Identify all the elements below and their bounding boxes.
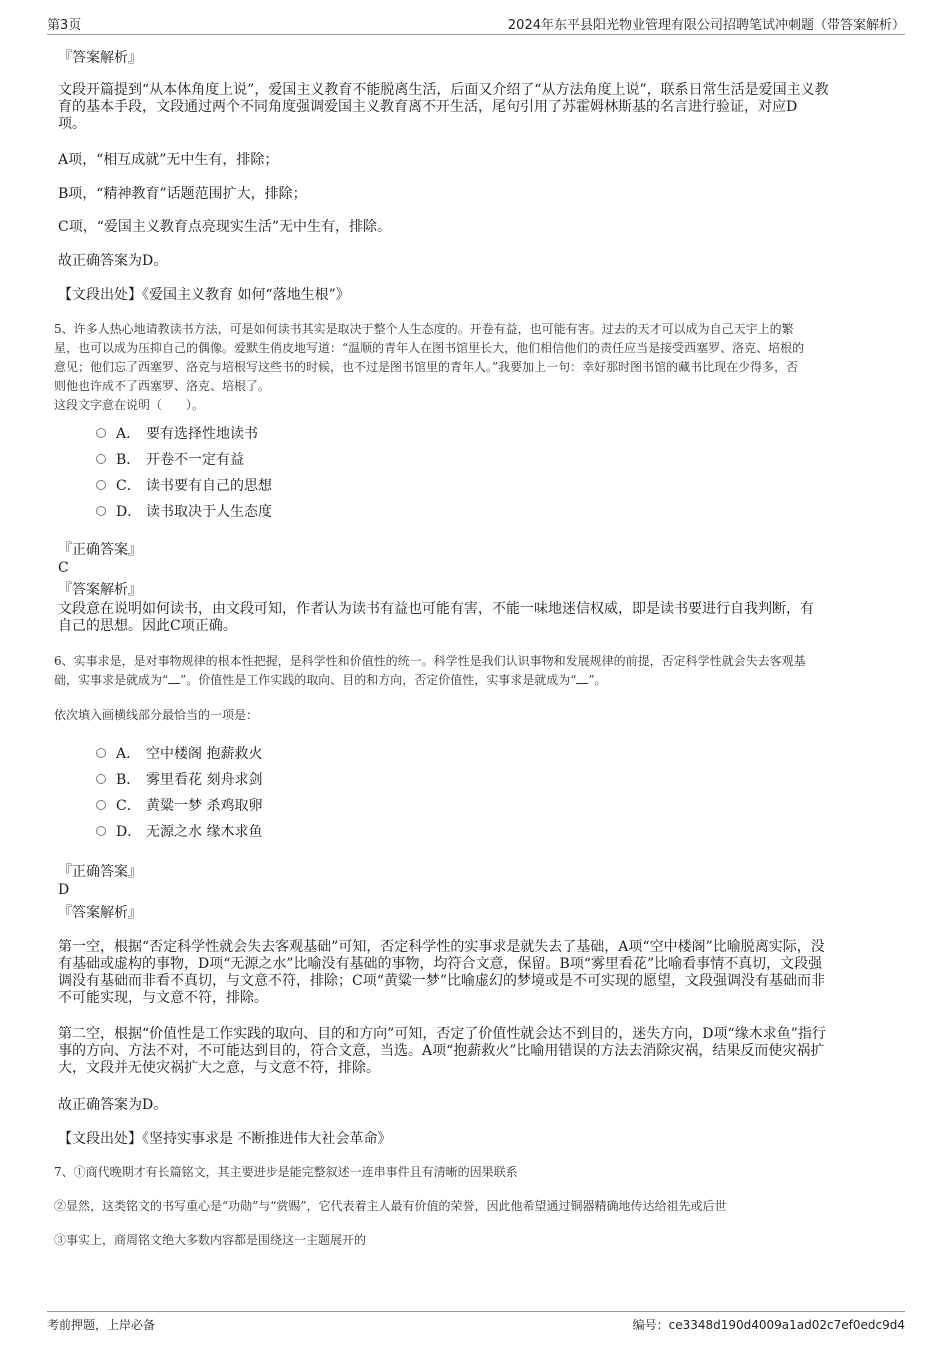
q6-analysis-para1 [58,939,893,1007]
q5-stem-line: 5、许多人热心地请教读书方法，可是如何读书其实是取决于整个人生态度的。开卷有益，也可能有害。过去的天才可以成为自己天宇上的繁 [54,322,794,336]
q6-analysis-line: 第一空，根据“否定科学性就会失去客观基础”可知，否定科学性的实事求是就失去了基础，A项“空中楼阁”比喻脱离实际，没 [58,939,825,955]
q6-stem-line: 础，实事求是就成为“ ”。价值性是工作实践的取向、目的和方向，否定价值性，实事求是就成为“ ”。 [54,673,607,687]
q6-instruction: 依次填入画横线部分最恰当的一项是： [54,708,259,722]
q4-analysis-line: 育的基本手段，文段通过两个不同角度强调爱国主义教育离不开生活，尾句引用了苏霍姆林斯基的名言进行验证，对应D [58,99,798,115]
q7-sentence-1: 7、①商代晚期才有长篇铭文，其主要进步是能完整叙述一连串事件且有清晰的因果联系 [54,1165,518,1179]
q6-analysis-para2 [58,1026,893,1077]
q6-option-a[interactable]: A． 空中楼阁 抱薪救火 [96,743,262,763]
q5-analysis-line: 自己的思想。因此C项正确。 [58,618,237,634]
radio-button[interactable] [96,454,106,464]
radio-button[interactable] [96,480,106,490]
page-footer [47,1311,905,1332]
q6-conclusion: 故正确答案为D。 [58,1097,168,1113]
document-id: 编号：ce3348d190d4009a1ad02c7ef0edc9d4 [632,1318,905,1332]
radio-button[interactable] [96,800,106,810]
radio-button[interactable] [96,774,106,784]
q6-analysis-line: 调没有基础而非看不真切，与文意不符，排除；C项“黄粱一梦”比喻虚幻的梦境或是不可实现的愿望，文段强调没有基础而非 [58,973,826,989]
q6-stem-line: 6、实事求是，是对事物规律的根本性把握，是科学性和价值性的统一。科学性是我们认识事物和发展规律的前提，否定科学性就会失去客观基 [54,654,806,668]
q6-analysis-line: 第二空，根据“价值性是工作实践的取向、目的和方向”可知，否定了价值性就会达不到目的，迷失方向，D项“缘木求鱼”指行 [58,1026,826,1042]
q5-stem-line: 意见；他们忘了西塞罗、洛克与培根写这些书的时候，也不过是图书馆里的青年人。”我要加上一句：幸好那时图书馆的藏书比现在少得多，否 [54,360,799,374]
q4-analysis-label: 『答案解析』 [58,50,142,66]
q5-option-b[interactable]: B． 开卷不一定有益 [96,449,244,469]
q5-correct-label: 『正确答案』 [58,542,142,558]
q5-option-d[interactable]: D． 读书取决于人生态度 [96,501,272,521]
q6-analysis-line: 事的方向、方法不对，不可能达到目的，符合文意，当选。A项“抱薪救火”比喻用错误的方法去消除灾祸，结果反而使灾祸扩 [58,1043,825,1059]
radio-button[interactable] [96,506,106,516]
q6-stem [54,652,894,690]
q5-option-c[interactable]: C． 读书要有自己的思想 [96,475,272,495]
page-number: 第3页 [47,18,82,33]
q6-source: 【文段出处】《坚持实事求是 不断推进伟大社会革命》 [58,1131,392,1147]
q4-conclusion: 故正确答案为D。 [58,253,168,269]
q4-analysis-line: 项。 [58,116,86,132]
document-title: 2024年东平县阳光物业管理有限公司招聘笔试冲刺题（带答案解析） [507,18,905,33]
blank-1 [168,683,180,684]
page-header [47,12,905,35]
radio-button[interactable] [96,826,106,836]
q4-option-b-note: B项，“精神教育”话题范围扩大，排除； [58,186,307,202]
q7-sentence-2: ②显然，这类铭文的书写重心是“功勋”与“赏赐”，它代表着主人最有价值的荣誉，因此他希望通过铜器精确地传达给祖先或后世 [54,1199,727,1213]
q6-option-c[interactable]: C． 黄粱一梦 杀鸡取卵 [96,795,262,815]
q4-source: 【文段出处】《爱国主义教育 如何“落地生根”》 [58,287,350,303]
q5-stem-line: 星，也可以成为压抑自己的偶像。爱默生俏皮地写道：“温顺的青年人在图书馆里长大，他们相信他们的责任应当是接受西塞罗、洛克、培根的 [54,341,805,355]
q4-option-c-note: C项，“爱国主义教育点亮现实生活”无中生有，排除。 [58,219,392,235]
blank-2 [576,683,588,684]
q4-analysis [58,82,893,133]
q5-stem [54,320,894,415]
q5-analysis [58,601,893,635]
footer-slogan: 考前押题，上岸必备 [47,1318,156,1332]
q5-analysis-label: 『答案解析』 [58,582,142,598]
radio-button[interactable] [96,748,106,758]
q5-stem-line: 这段文字意在说明（ ）。 [54,398,205,412]
q5-answer: C [58,560,69,576]
q5-stem-line: 则他也许成不了西塞罗、洛克、培根了。 [54,379,271,393]
radio-button[interactable] [96,428,106,438]
q5-analysis-line: 文段意在说明如何读书，由文段可知，作者认为读书有益也可能有害，不能一味地迷信权威，即是读书要进行自我判断，有 [58,601,814,617]
q6-option-b[interactable]: B． 雾里看花 刻舟求剑 [96,769,262,789]
q6-answer: D [58,882,70,898]
q6-analysis-line: 有基础或虚构的事物，D项“无源之水”比喻没有基础的事物，均符合文意，保留。B项“雾里看花”比喻看事情不真切，文段强 [58,956,823,972]
q7-sentence-3: ③事实上，商周铭文绝大多数内容都是围绕这一主题展开的 [54,1233,367,1247]
q4-option-a-note: A项，“相互成就”无中生有，排除； [58,152,279,168]
q6-correct-label: 『正确答案』 [58,864,142,880]
q6-analysis-label: 『答案解析』 [58,905,142,921]
q6-analysis-line: 大，文段并无使灾祸扩大之意，与文意不符，排除。 [58,1060,380,1076]
q6-option-d[interactable]: D． 无源之水 缘木求鱼 [96,821,262,841]
q6-analysis-line: 不可能实现，与文意不符，排除。 [58,990,268,1006]
q5-option-a[interactable]: A． 要有选择性地读书 [96,423,258,443]
q4-analysis-line: 文段开篇提到“从本体角度上说”，爱国主义教育不能脱离生活，后面又介绍了“从方法角度上说”，联系日常生活是爱国主义教 [58,82,829,98]
